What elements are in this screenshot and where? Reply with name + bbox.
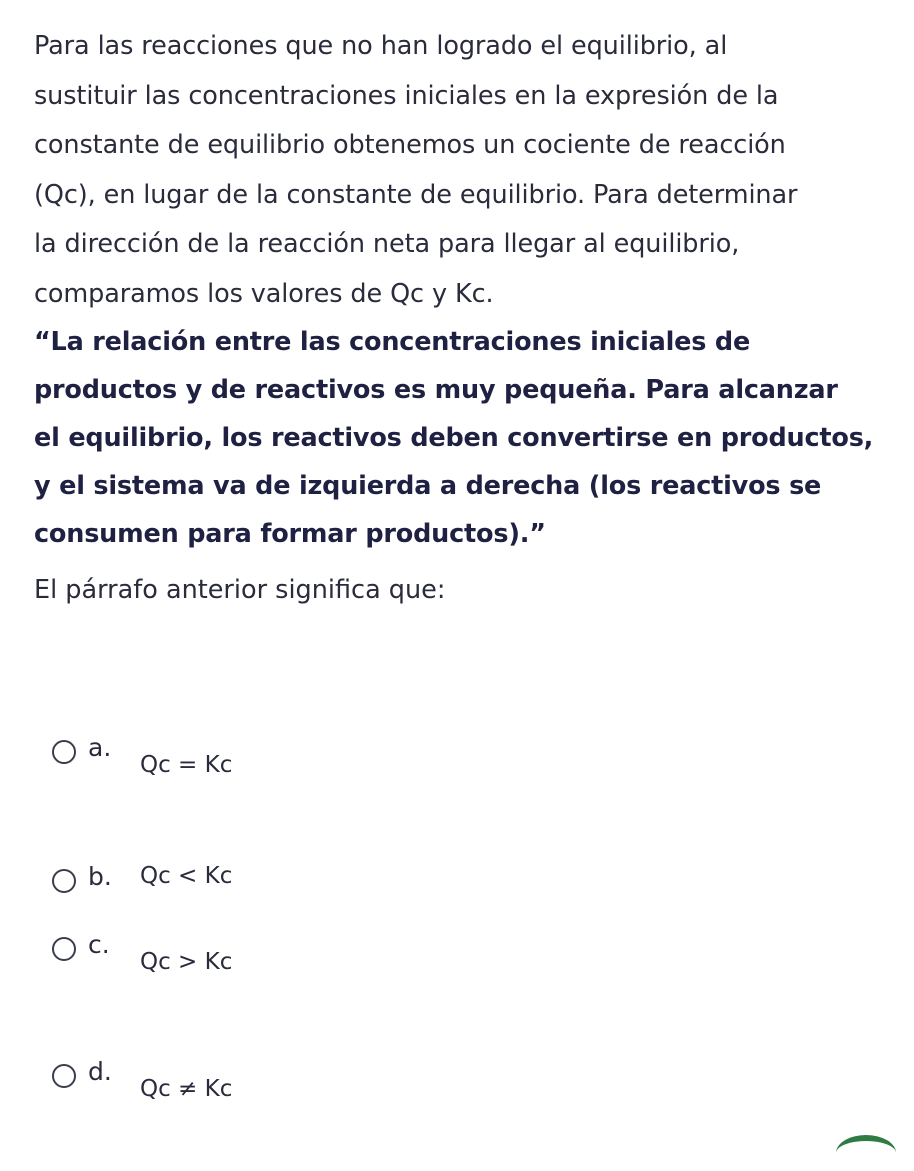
intro-line: la dirección de la reacción neta para llegar al equilibrio, bbox=[34, 229, 740, 259]
intro-line: (Qc), en lugar de la constante de equilibrio. Para determinar bbox=[34, 179, 798, 210]
quote-line: “La relación entre las concentraciones iniciales de bbox=[34, 327, 751, 357]
intro-line: constante de equilibrio obtenemos un cociente de reacción bbox=[34, 130, 786, 160]
radio-option-d[interactable] bbox=[52, 1064, 76, 1088]
intro-paragraph bbox=[34, 22, 894, 319]
option-a-letter: a. bbox=[88, 733, 112, 762]
option-d-formula: Qc ≠ Kc bbox=[140, 1076, 233, 1102]
option-c-letter: c. bbox=[88, 930, 110, 959]
quote-line: consumen para formar productos).” bbox=[34, 519, 546, 549]
radio-option-b[interactable] bbox=[52, 869, 76, 893]
question-prompt: El párrafo anterior significa que: bbox=[34, 575, 446, 605]
radio-option-c[interactable] bbox=[52, 937, 76, 961]
quote-line: productos y de reactivos es muy pequeña. Para alcanzar bbox=[34, 375, 838, 405]
option-b-formula: Qc < Kc bbox=[140, 863, 233, 889]
quote-line: el equilibrio, los reactivos deben convertirse en productos, bbox=[34, 423, 874, 453]
intro-line: comparamos los valores de Qc y Kc. bbox=[34, 278, 494, 309]
option-b-letter: b. bbox=[88, 862, 112, 891]
option-c-formula: Qc > Kc bbox=[140, 949, 233, 975]
intro-line: Para las reacciones que no han logrado el equilibrio, al bbox=[34, 31, 728, 61]
intro-line: sustituir las concentraciones iniciales en la expresión de la bbox=[34, 80, 779, 111]
quote-line: y el sistema va de izquierda a derecha (los reactivos se bbox=[34, 471, 822, 501]
option-d-letter: d. bbox=[88, 1057, 112, 1086]
option-a-formula: Qc = Kc bbox=[140, 752, 233, 778]
corner-decoration bbox=[836, 1135, 896, 1171]
radio-option-a[interactable] bbox=[52, 740, 76, 764]
quote-paragraph bbox=[34, 318, 894, 558]
